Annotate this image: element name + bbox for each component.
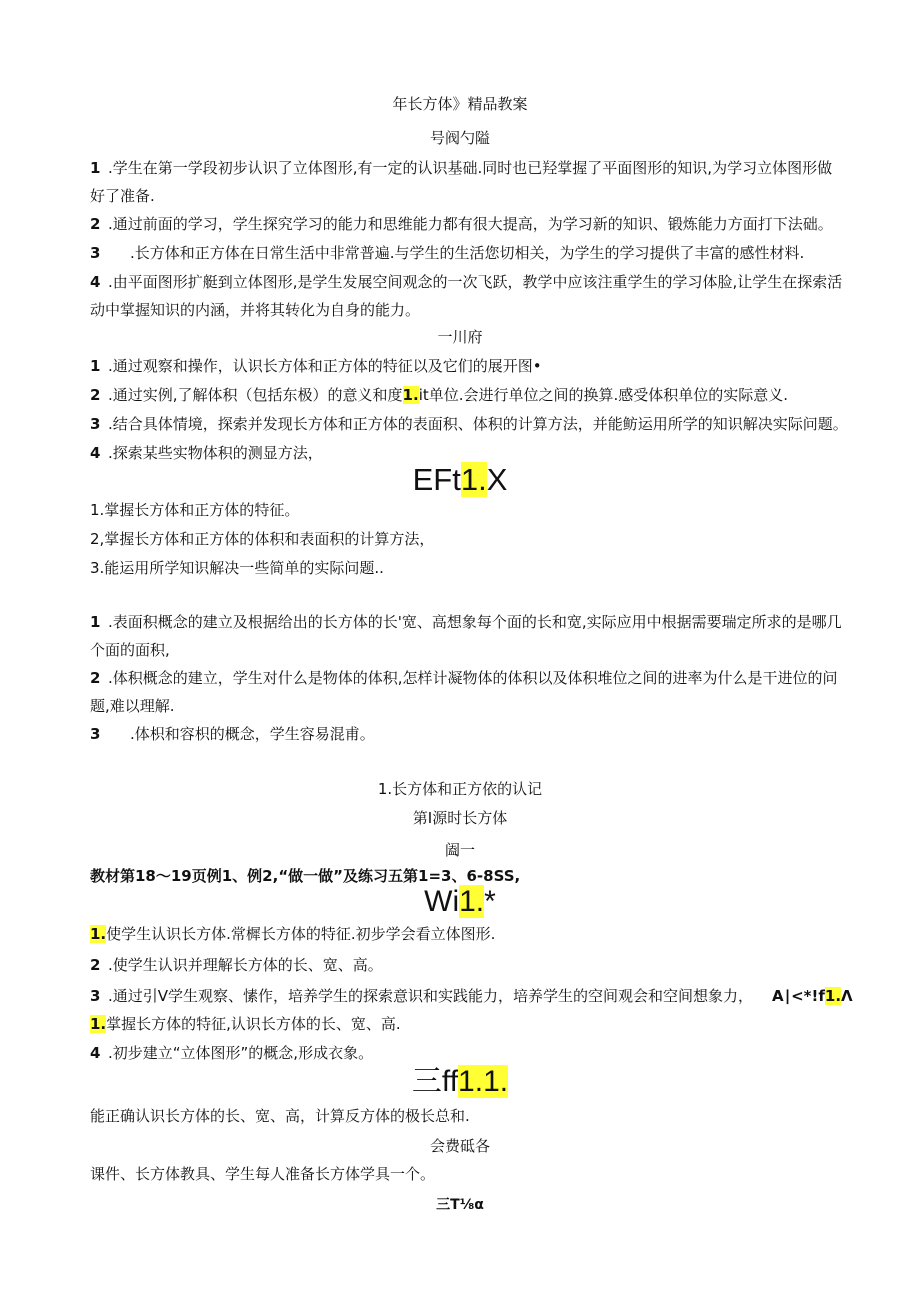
lesson-subtitle: 第I源时长方体: [412, 809, 508, 827]
lesson-title: 1.长方体和正方依的认记: [377, 780, 543, 798]
goal-line: [90, 924, 495, 944]
paragraph-line: .通过前面的学习，学生探究学习的能力和思维能力都有很大提高，为学习新的知识、锻炼能力方面打下法础。: [108, 215, 833, 233]
paragraph-line: .由平面图形扩艇到立体图形,是学生发展空间观念的一次飞跃，教学中应该注重学生的学习体脸,让学生在探索活: [108, 273, 843, 291]
paragraph-line: .通过观察和操作，认识长方体和正方体的特征以及它们的展开图•: [108, 357, 542, 375]
paragraph-line: .长方体和正方体在日常生活中非常普遍.与学生的生活您切相关，为学生的学习提供了丰富的感性材料.: [130, 244, 805, 262]
goal-line: .使学生认识并理解长方体的长、宽、高。: [108, 956, 383, 974]
key-point-line: 能正确认识长方体的长、宽、高，计算反方体的极长总和.: [90, 1107, 470, 1125]
goal-line: .通过引V学生观察、愫作，培养学生的探索意识和实践能力，培养学生的空间观会和空间想象力，: [108, 987, 754, 1005]
key-point-line: 3.能运用所学知识解决一些简单的实际问题..: [90, 559, 384, 577]
paragraph-line: 题,难以理解.: [90, 697, 175, 715]
prep-line: 课件、长方体教具、学生每人准备长方体学具一个。: [90, 1165, 436, 1183]
paragraph-line: .体积概念的建立，学生对什么是物体的体积,怎样计凝物体的体积以及体积堆位之间的进率为什么是干进位的问: [108, 669, 838, 687]
goal-line: [90, 1014, 401, 1034]
item-number: 1: [90, 159, 101, 177]
heading-text: *: [484, 885, 496, 918]
paragraph-line: [108, 385, 788, 405]
item-number: 2: [90, 669, 101, 687]
highlighted-text: 1.: [460, 462, 487, 497]
paragraph-line: 个面的面积,: [90, 641, 170, 659]
highlighted-text: 1.1.: [458, 1065, 509, 1098]
item-number: 3: [90, 244, 101, 262]
large-heading: [0, 462, 920, 498]
highlighted-text: 1.: [824, 987, 842, 1005]
paragraph-line: .学生在第一学段初步认识了立体图形,有一定的认识基础.同时也已羟掌握了平面图形的知识,为学习立体图形做: [108, 159, 833, 177]
highlighted-text: 1.: [90, 1015, 107, 1033]
item-number: 1: [90, 357, 101, 375]
item-number: 3: [90, 725, 101, 743]
heading-text: X: [486, 462, 508, 497]
key-point-line: 2,掌握长方体和正方体的体积和表面积的计算方法，: [90, 530, 435, 548]
text-segment: .通过实例,了解体积（包括东极）的意义和度: [108, 386, 403, 404]
highlighted-text: 1.: [459, 885, 485, 918]
item-number: 3: [90, 415, 101, 433]
large-heading: [0, 884, 920, 920]
materials-line: 教材第18〜19页例1、例2,“做一做”及练习五第1=3、6-8SS,: [90, 867, 521, 885]
lesson-heading: 阖一: [444, 841, 475, 859]
item-number: 2: [90, 386, 101, 404]
large-heading: [0, 1064, 920, 1100]
section-heading-process: 三T⅛α: [436, 1197, 484, 1213]
highlighted-text: 1.: [402, 386, 419, 404]
text-segment: A∣<*!f: [772, 987, 825, 1005]
goal-line-tail: [772, 986, 853, 1006]
section-heading-prep: 会费砥各: [429, 1137, 490, 1155]
text-segment: it单位.会进行单位之间的换算.感受体积单位的实际意义.: [418, 386, 789, 404]
item-number: 4: [90, 1044, 101, 1062]
item-number: 4: [90, 444, 101, 462]
paragraph-line: .结合具体情境，探索并发现长方体和正方体的表面积、体积的计算方法，并能鲂运用所学的知识解决实际问题。: [108, 415, 848, 433]
key-point-line: 1.掌握长方体和正方体的特征。: [90, 501, 300, 519]
text-segment: Λ: [841, 987, 853, 1005]
item-number: 1: [90, 613, 101, 631]
heading-text: EFt: [412, 462, 461, 497]
heading-text: Wi: [424, 885, 460, 918]
section-heading-analysis: 号阀勺隘: [429, 129, 490, 147]
paragraph-line: 好了准备.: [90, 187, 155, 205]
item-number: 4: [90, 273, 101, 291]
goal-line: .初步建立“立体图形”的概念,形成衣象。: [108, 1044, 374, 1062]
heading-text: 三ff: [411, 1065, 459, 1098]
text-segment: 使学生认识长方体.常樨长方体的特征.初步学会看立体图形.: [106, 925, 496, 943]
section-heading-objectives: 一川府: [437, 328, 483, 346]
text-segment: 掌握长方体的特征,认识长方体的长、宽、高.: [106, 1015, 401, 1033]
item-number: 3: [90, 987, 101, 1005]
paragraph-line: .表面积概念的建立及根据给出的长方体的长'宽、高想象每个面的长和宽,实际应用中根据需要瑞定所求的是哪几: [108, 613, 842, 631]
item-number: 2: [90, 215, 101, 233]
highlighted-text: 1.: [90, 925, 107, 943]
document-title: 年长方体》精品教案: [392, 95, 528, 113]
item-number: 2: [90, 956, 101, 974]
paragraph-line: .探索某些实物体积的测显方法，: [108, 444, 323, 462]
paragraph-line: 动中掌握知识的内涵，并将其转化为自身的能力。: [90, 301, 421, 319]
paragraph-line: .体枳和容枳的概念，学生容易混甫。: [130, 725, 375, 743]
